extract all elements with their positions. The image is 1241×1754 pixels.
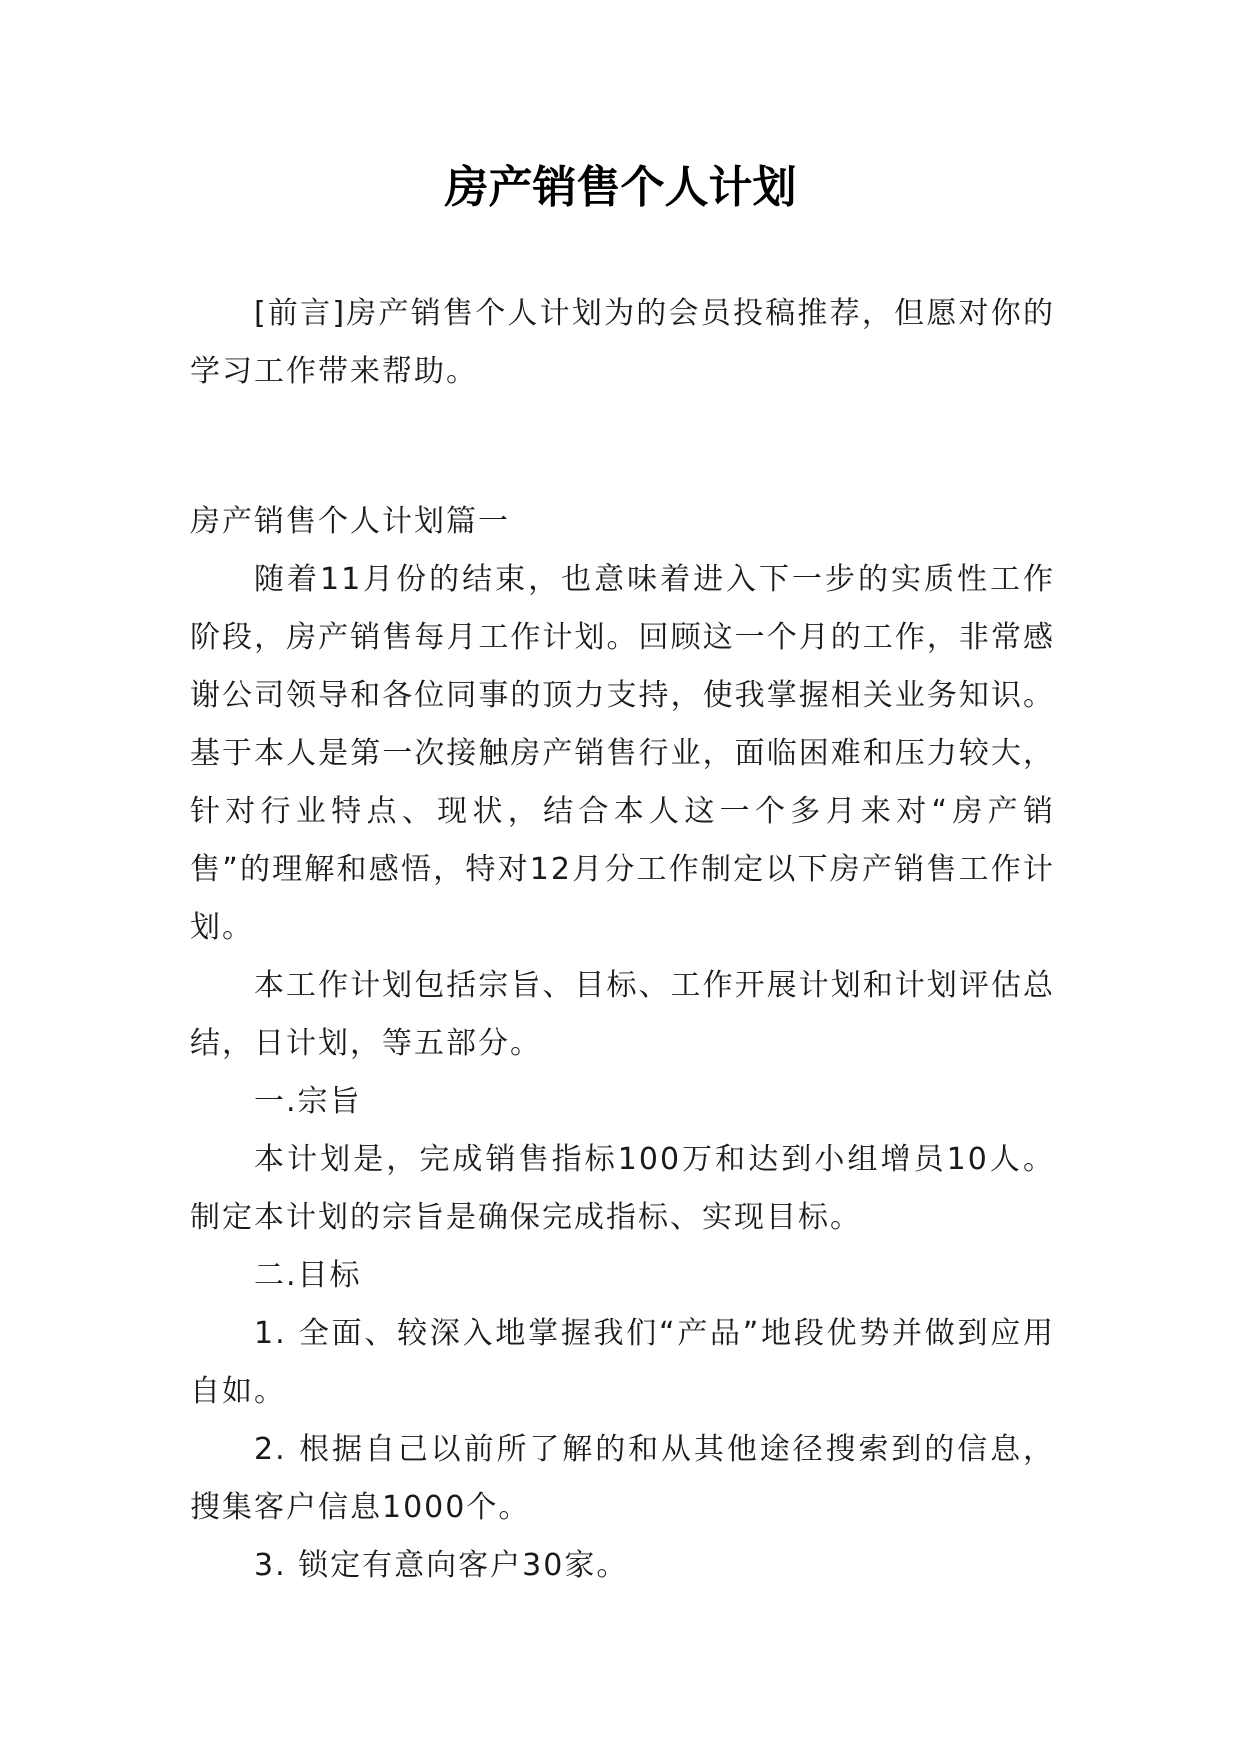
subheading-purpose: 一.宗旨 — [254, 1084, 362, 1119]
body-paragraph: 本工作计划包括宗旨、目标、工作开展计划和计划评估总结，日计划，等五部分。 — [190, 968, 1055, 1061]
subheading-goals: 二.目标 — [254, 1258, 362, 1293]
goal-item: 3. 锁定有意向客户30家。 — [254, 1548, 629, 1583]
body-paragraph: 本计划是，完成销售指标100万和达到小组增员10人。制定本计划的宗旨是确保完成指标、实现目标。 — [190, 1142, 1055, 1235]
goal-item: 2. 根据自己以前所了解的和从其他途径搜索到的信息，搜集客户信息1000个。 — [190, 1432, 1055, 1525]
section-heading: 房产销售个人计划篇一 — [190, 504, 510, 539]
document-body — [190, 285, 1055, 1595]
document-title: 房产销售个人计划 — [444, 162, 797, 213]
section-spacer — [190, 401, 1055, 493]
goal-item: 1. 全面、较深入地掌握我们“产品”地段优势并做到应用自如。 — [190, 1316, 1055, 1409]
preface-paragraph: [前言]房产销售个人计划为的会员投稿推荐，但愿对你的学习工作带来帮助。 — [190, 296, 1055, 389]
body-paragraph: 随着11月份的结束，也意味着进入下一步的实质性工作阶段，房产销售每月工作计划。回顾这一个月的工作，非常感谢公司领导和各位同事的顶力支持，使我掌握相关业务知识。基于本人是第一次接触房产销售行业，面临困难和压力较大，针对行业特点、现状，结合本人这一个多月来对“房产销售”的理解和感悟，特对12月分工作制定以下房产销售工作计划。 — [190, 562, 1055, 945]
